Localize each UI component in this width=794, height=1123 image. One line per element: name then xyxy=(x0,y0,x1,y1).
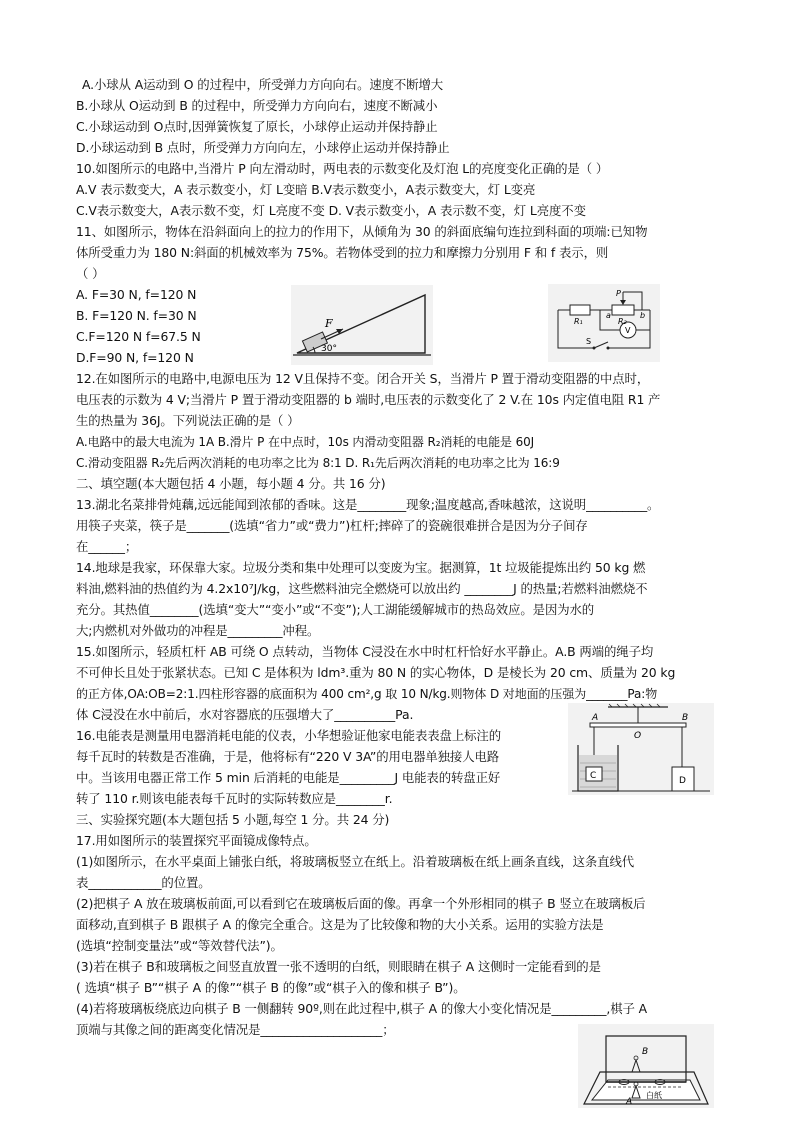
circuit-v-label: V xyxy=(625,326,631,335)
question-17-2-line2: 面移动,直到棋子 B 跟棋子 A 的像完全重合。这是为了比较像和物的大小关系。运用的实验方法是 xyxy=(76,917,604,932)
question-16-line4: 转了 110 r.则该电能表每千瓦时的实际转数应是________r. xyxy=(76,791,393,806)
option-11a: A. F=30 N, f=120 N xyxy=(76,287,197,302)
question-14-line2: 料油,燃料油的热值约为 4.2x10⁷J/kg，这些燃料油完全燃烧可以放出约 ________J 的热量;若燃料油燃烧不 xyxy=(76,581,648,596)
option-10ab: A.V 表示数变大，A 表示数变小，灯 L变暗 B.V表示数变小，A表示数变大，灯 L变亮 xyxy=(76,182,536,197)
question-17-4-line1: (4)若将玻璃板绕底边向棋子 B 一侧翻转 90º,则在此过程中,棋子 A 的像大小变化情况是_________,棋子 A xyxy=(76,1001,647,1016)
question-17-intro: 17.用如图所示的装置探究平面镜成像特点。 xyxy=(76,833,317,848)
option-9d: D.小球运动到 B 点时，所受弹力方向向左，小球停止运动并保持静止 xyxy=(76,140,450,155)
lever-figure xyxy=(568,703,714,795)
section-2-heading: 二、填空题(本大题包括 4 小题，每小题 4 分。共 16 分) xyxy=(76,476,386,491)
question-15-line1: 15.如图所示，轻质杠杆 AB 可绕 O 点转动，当物体 C浸没在水中时杠杆恰好水平静止。A.B 两端的绳子均 xyxy=(76,644,654,659)
incline-force-label: F xyxy=(325,317,333,330)
option-9b: B.小球从 O运动到 B 的过程中，所受弹力方向向右，速度不断减小 xyxy=(76,98,438,113)
section-3-heading: 三、实验探究题(本大题包括 5 小题,每空 1 分。共 24 分) xyxy=(76,812,390,827)
option-11c: C.F=120 N f=67.5 N xyxy=(76,329,201,344)
option-11d: D.F=90 N, f=120 N xyxy=(76,350,194,365)
question-12-line1: 12.在如图所示的电路中,电源电压为 12 V且保持不变。闭合开关 S，当滑片 P 置于滑动变阻器的中点时， xyxy=(76,371,650,386)
option-12ab: A.电路中的最大电流为 1A B.滑片 P 在中点时，10s 内滑动变阻器 R₂消耗的电能是 60J xyxy=(76,435,535,449)
question-16-line2: 每千瓦时的转数是否准确，于是，他将标有“220 V 3A”的用电器单独接人电路 xyxy=(76,749,500,764)
question-15-line3: 的正方体,OA:OB=2:1.四柱形容器的底面积为 400 cm²,g 取 10 N/kg.则物体 D 对地面的压强为_______Pa:物 xyxy=(76,687,658,701)
question-16-line3: 中。当该用电器正常工作 5 min 后消耗的电能是_________J 电能表的转盘正好 xyxy=(76,770,501,785)
lever-o-label: O xyxy=(634,731,642,741)
question-17-3-line1: (3)若在棋子 B和玻璃板之间竖直放置一张不透明的白纸，则眼睛在棋子 A 这侧时一定能看到的是 xyxy=(76,959,601,974)
mirror-figure xyxy=(578,1024,714,1108)
question-17-1-line1: (1)如图所示，在水平桌面上铺张白纸，将玻璃板竖立在纸上。沿着玻璃板在纸上画条直线，这条直线代 xyxy=(76,854,635,869)
question-11-bracket: （ ） xyxy=(76,266,105,281)
option-10cd: C.V表示数变大，A表示数不变，灯 L亮度不变 D. V表示数变小，A 表示数不变，灯 L亮度不变 xyxy=(76,203,586,218)
circuit-b-label: b xyxy=(640,311,646,320)
question-15-line4: 体 C浸没在水中前后，水对容器底的压强增大了__________Pa. xyxy=(76,707,414,722)
question-13-line3: 在______； xyxy=(76,539,138,554)
incline-figure xyxy=(291,285,433,365)
mirror-piece-a-label: A xyxy=(626,1097,633,1107)
circuit-r1-label: R₁ xyxy=(574,317,583,326)
question-10: 10.如图所示的电路中,当滑片 P 向左滑动时，两电表的示数变化及灯泡 L的亮度变化正确的是（ ） xyxy=(76,161,609,176)
question-17-3-line2: ( 选填“棋子 B”“棋子 A 的像”“棋子 B 的像”或“棋子入的像和棋子 B”)。 xyxy=(76,980,466,995)
circuit-a-label: a xyxy=(606,311,611,320)
incline-angle-label: 30° xyxy=(321,344,337,354)
lever-a-label: A xyxy=(592,713,599,723)
option-9c: C.小球运动到 O点时,因弹簧恢复了原长，小球停止运动并保持静止 xyxy=(76,119,438,134)
mirror-paper-label: 白纸 xyxy=(646,1091,662,1100)
option-9a: A.小球从 A运动到 O 的过程中，所受弹力方向向右。速度不断增大 xyxy=(82,77,444,92)
question-14-line4: 大;内燃机对外做功的冲程是_________冲程。 xyxy=(76,623,320,638)
question-12-line2: 电压表的示数为 4 V;当滑片 P 置于滑动变阻器的 b 端时,电压表的示数变化了 2 V.在 10s 内定值电阻 R1 产 xyxy=(76,392,661,407)
question-14-line3: 充分。其热值________(选填“变大”“变小”或“不变”);人工湖能缓解城市的热岛效应。是因为水的 xyxy=(76,602,595,617)
option-12cd: C.滑动变阻器 R₂先后两次消耗的电功率之比为 8:1 D. R₁先后两次消耗的电功率之比为 16:9 xyxy=(76,456,560,470)
circuit-r2-label: R₂ xyxy=(618,317,627,326)
question-14-line1: 14.地球是我家，环保靠大家。垃圾分类和集中处理可以变废为宝。据测算，1t 垃圾能提炼出约 50 kg 燃 xyxy=(76,560,646,575)
lever-d-label: D xyxy=(679,776,686,786)
question-11-line1: 11、如图所示，物体在沿斜面向上的拉力的作用下，从倾角为 30 的斜面底编句连拉到科面的项端:已知物 xyxy=(76,224,648,239)
option-11b: B. F=120 N. f=30 N xyxy=(76,308,197,323)
lever-c-label: C xyxy=(590,771,597,781)
question-16-line1: 16.电能表是测量用电器消耗电能的仪表，小华想验证他家电能表表盘上标注的 xyxy=(76,728,501,743)
question-17-4-line2: 顶端与其像之间的距离变化情况是____________________； xyxy=(76,1022,395,1037)
question-17-2-line3: (选填“控制变量法”或“等效替代法”)。 xyxy=(76,938,283,953)
question-17-1-line2: 表____________的位置。 xyxy=(76,875,211,890)
circuit-figure xyxy=(548,284,660,362)
lever-b-label: B xyxy=(682,713,689,723)
question-12-line3: 生的热量为 36J。下列说法正确的是（ ） xyxy=(76,413,300,428)
question-13-line1: 13.湖北名菜排骨炖藕,远远能闻到浓郁的香味。这是________现象;温度越高,香味越浓，这说明__________。 xyxy=(76,497,660,512)
question-11-line2: 体所受重力为 180 N:斜面的机械效率为 75%。若物体受到的拉力和摩擦力分别用 F 和 f 表示，则 xyxy=(76,245,609,260)
mirror-piece-b-label: B xyxy=(642,1047,649,1057)
circuit-s-label: S xyxy=(586,337,592,346)
circuit-p-label: P xyxy=(616,289,621,298)
question-15-line2: 不可伸长且处于张紧状态。已知 C 是体积为 ldm³.重为 80 N 的实心物体，D 是棱长为 20 cm、质量为 20 kg xyxy=(76,665,676,680)
question-17-2-line1: (2)把棋子 A 放在玻璃板前面,可以看到它在玻璃板后面的像。再拿一个外形相同的棋子 B 竖立在玻璃板后 xyxy=(76,896,646,911)
question-13-line2: 用筷子夹菜，筷子是_______(选填“省力”或“费力”)杠杆;摔碎了的瓷碗很难拼合是因为分子间存 xyxy=(76,518,588,533)
